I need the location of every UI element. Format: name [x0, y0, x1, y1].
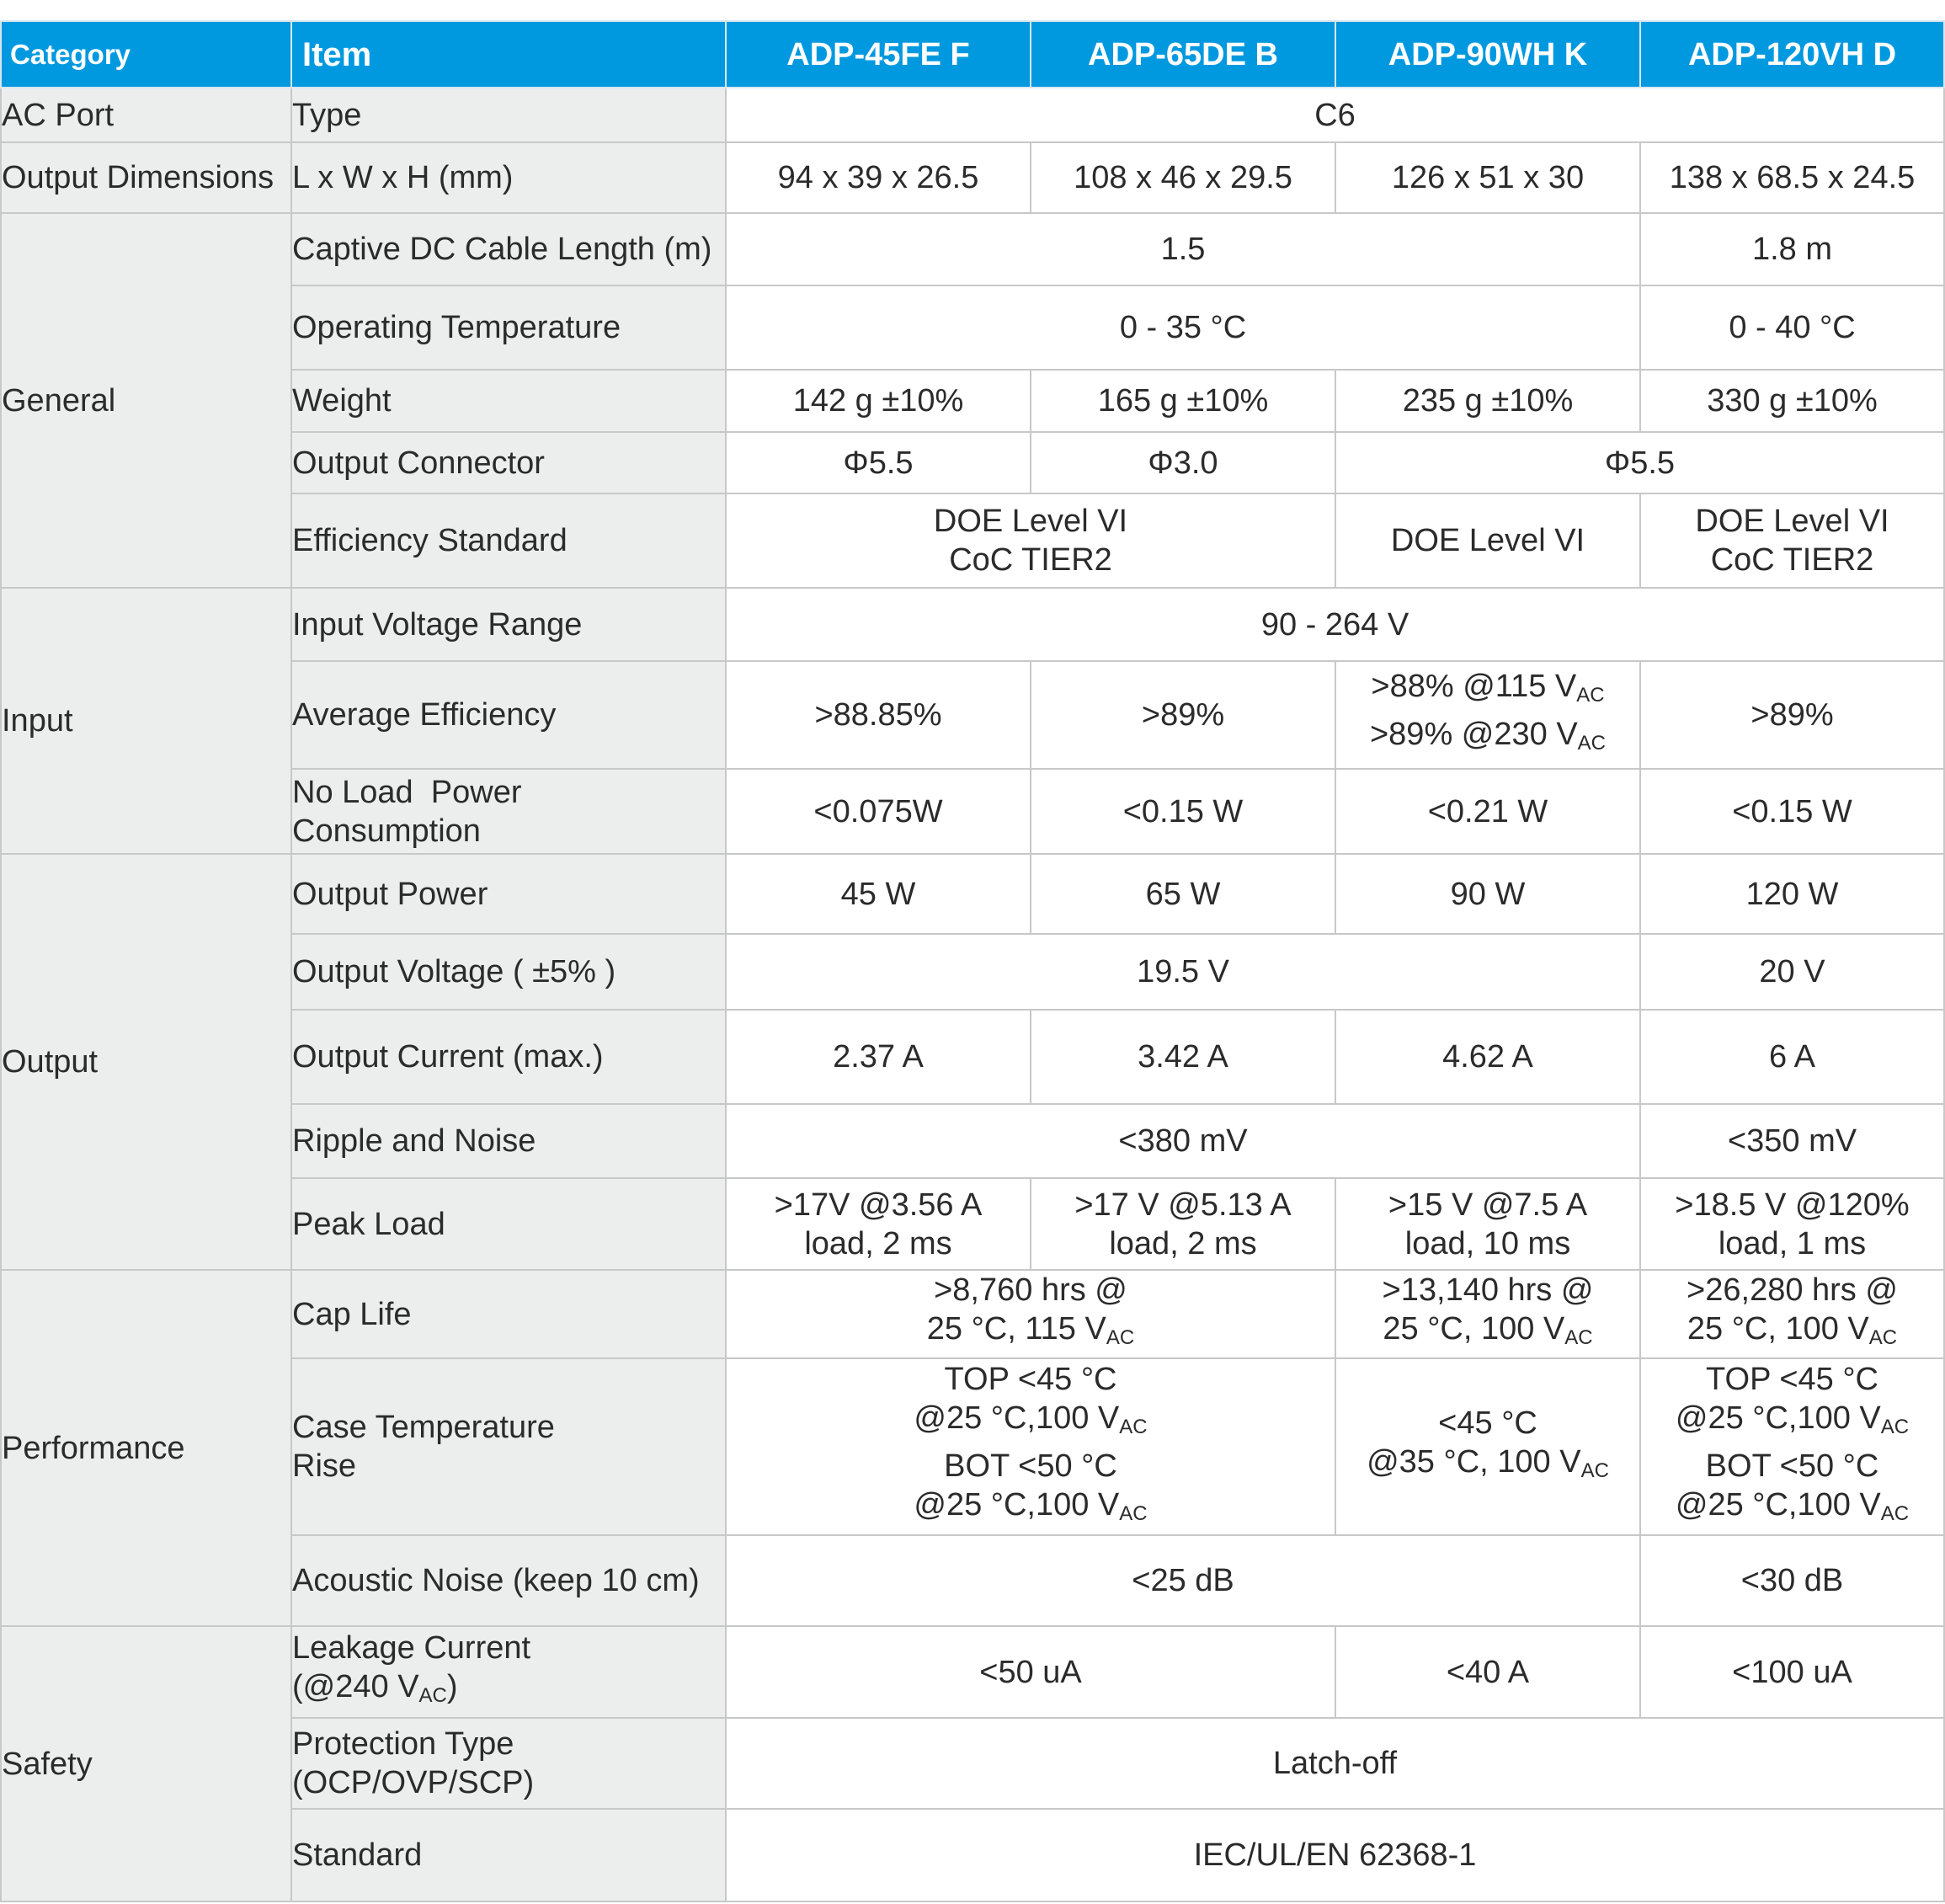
value-cell: 1.8 m [1640, 213, 1944, 285]
spec-table-container [0, 20, 1945, 1904]
category-cell: Performance [1, 1270, 291, 1626]
item-cell: Standard [291, 1809, 726, 1901]
item-line: (OCP/OVP/SCP) [292, 1765, 535, 1800]
value-line: >8,760 hrs @ [934, 1272, 1127, 1308]
item-cell: Cap Life [291, 1270, 726, 1358]
value-cell: 20 V [1640, 934, 1944, 1010]
value-line: DOE Level VI [1695, 504, 1889, 539]
item-cell [291, 1718, 726, 1809]
item-line: No Load Power [292, 774, 522, 810]
value-cell: >88.85% [726, 661, 1031, 769]
value-cell: 90 W [1335, 854, 1640, 934]
value-line: >17 V @5.13 A [1074, 1187, 1292, 1223]
value-line: >15 V @7.5 A [1388, 1187, 1588, 1223]
category-cell: General [1, 213, 291, 588]
value-cell: Latch-off [726, 1718, 1944, 1809]
value-cell: <30 dB [1640, 1535, 1944, 1626]
value-line: TOP <45 °C [1706, 1362, 1878, 1397]
table-row [1, 1270, 1944, 1358]
item-cell: Output Voltage ( ±5% ) [291, 934, 726, 1010]
value-line: CoC TIER2 [1710, 542, 1874, 578]
value-cell [726, 1178, 1031, 1270]
value-cell: 108 x 46 x 29.5 [1031, 142, 1335, 213]
table-row [1, 370, 1944, 432]
value-cell [1335, 661, 1640, 769]
header-model-4: ADP-120VH D [1640, 21, 1944, 88]
value-cell: <50 uA [726, 1626, 1335, 1718]
table-row [1, 285, 1944, 370]
item-cell: Output Power [291, 854, 726, 934]
category-cell: AC Port [1, 88, 291, 142]
value-cell [1640, 1178, 1944, 1270]
value-cell: 1.5 [726, 213, 1640, 285]
value-cell: 235 g ±10% [1335, 370, 1640, 432]
header-row [1, 21, 1944, 88]
header-model-3: ADP-90WH K [1335, 21, 1640, 88]
value-cell: 138 x 68.5 x 24.5 [1640, 142, 1944, 213]
value-line: BOT <50 °C [944, 1448, 1117, 1484]
value-cell: 6 A [1640, 1010, 1944, 1104]
value-cell: 142 g ±10% [726, 370, 1031, 432]
value-cell: IEC/UL/EN 62368-1 [726, 1809, 1944, 1901]
value-cell [1335, 1270, 1640, 1358]
value-cell [1640, 1270, 1944, 1358]
value-cell: 3.42 A [1031, 1010, 1335, 1104]
value-line: TOP <45 °C [944, 1362, 1117, 1397]
value-cell: <0.075W [726, 769, 1031, 854]
value-cell: 0 - 35 °C [726, 285, 1640, 370]
item-line: Protection Type [292, 1726, 514, 1762]
value-cell: Φ5.5 [726, 432, 1031, 493]
table-row [1, 1178, 1944, 1270]
value-cell: <0.15 W [1640, 769, 1944, 854]
item-cell: Input Voltage Range [291, 588, 726, 661]
header-model-2: ADP-65DE B [1031, 21, 1335, 88]
item-cell [291, 1358, 726, 1535]
item-cell: Output Connector [291, 432, 726, 493]
value-cell: DOE Level VI [1335, 493, 1640, 588]
value-cell: 45 W [726, 854, 1031, 934]
table-row [1, 1010, 1944, 1104]
category-cell: Output [1, 854, 291, 1270]
value-cell [1335, 1358, 1640, 1535]
table-row [1, 1535, 1944, 1626]
value-cell: <100 uA [1640, 1626, 1944, 1718]
item-cell: Output Current (max.) [291, 1010, 726, 1104]
table-row [1, 493, 1944, 588]
table-row [1, 88, 1944, 142]
item-cell: Ripple and Noise [291, 1104, 726, 1178]
table-row [1, 432, 1944, 493]
item-cell: Average Efficiency [291, 661, 726, 769]
value-line: load, 10 ms [1404, 1225, 1571, 1261]
value-cell: Φ5.5 [1335, 432, 1944, 493]
value-line: @25 °C,100 $V_{AC}$ [914, 1400, 1148, 1438]
value-cell: <0.15 W [1031, 769, 1335, 854]
item-line: Leakage Current [292, 1630, 531, 1666]
value-cell: <350 mV [1640, 1104, 1944, 1178]
item-cell [291, 1626, 726, 1718]
category-cell: Safety [1, 1626, 291, 1901]
table-row [1, 934, 1944, 1010]
item-line: (@240 $V_{AC}$) [292, 1669, 458, 1707]
value-line: DOE Level VI [933, 504, 1128, 539]
value-line: >89% @230 $V_{AC}$ [1369, 717, 1607, 755]
value-cell: 120 W [1640, 854, 1944, 934]
value-line: >13,140 hrs @ [1382, 1272, 1594, 1308]
item-cell: Peak Load [291, 1178, 726, 1270]
value-cell: <0.21 W [1335, 769, 1640, 854]
value-cell [1031, 1178, 1335, 1270]
item-cell: Acoustic Noise (keep 10 cm) [291, 1535, 726, 1626]
table-row [1, 142, 1944, 213]
item-line: Case Temperature [292, 1410, 555, 1445]
header-model-1: ADP-45FE F [726, 21, 1031, 88]
table-row [1, 1104, 1944, 1178]
value-cell [726, 1358, 1335, 1535]
value-cell: 2.37 A [726, 1010, 1031, 1104]
value-line: @25 °C,100 $V_{AC}$ [914, 1487, 1148, 1525]
table-row [1, 661, 1944, 769]
value-cell: <25 dB [726, 1535, 1640, 1626]
value-cell: 126 x 51 x 30 [1335, 142, 1640, 213]
value-line: 25 °C, 100 $V_{AC}$ [1383, 1311, 1593, 1349]
item-line: Rise [292, 1448, 357, 1484]
value-line: >17V @3.56 A [774, 1187, 983, 1223]
value-line: CoC TIER2 [949, 542, 1112, 578]
header-item: Item [291, 21, 726, 88]
item-cell: Type [291, 88, 726, 142]
value-cell: 94 x 39 x 26.5 [726, 142, 1031, 213]
item-cell [291, 769, 726, 854]
item-cell: L x W x H (mm) [291, 142, 726, 213]
value-cell: 90 - 264 V [726, 588, 1944, 661]
item-cell: Operating Temperature [291, 285, 726, 370]
value-line: @25 °C,100 $V_{AC}$ [1675, 1487, 1910, 1525]
value-cell: 0 - 40 °C [1640, 285, 1944, 370]
value-cell [1640, 493, 1944, 588]
value-cell: 4.62 A [1335, 1010, 1640, 1104]
value-cell: 330 g ±10% [1640, 370, 1944, 432]
value-cell: 65 W [1031, 854, 1335, 934]
value-line: load, 2 ms [804, 1225, 952, 1261]
item-cell: Weight [291, 370, 726, 432]
value-cell: <40 A [1335, 1626, 1640, 1718]
value-line: load, 1 ms [1718, 1225, 1867, 1261]
value-cell: 19.5 V [726, 934, 1640, 1010]
value-line: >88% @115 $V_{AC}$ [1371, 669, 1605, 707]
value-line: <45 °C [1438, 1405, 1537, 1441]
value-line: @25 °C,100 $V_{AC}$ [1675, 1400, 1910, 1438]
header-category: Category [1, 21, 291, 88]
value-line: load, 2 ms [1109, 1225, 1257, 1261]
value-cell: >89% [1031, 661, 1335, 769]
table-row [1, 1718, 1944, 1809]
category-cell: Output Dimensions [1, 142, 291, 213]
spec-table [0, 20, 1945, 1902]
value-line: 25 °C, 100 $V_{AC}$ [1687, 1311, 1898, 1349]
item-cell: Efficiency Standard [291, 493, 726, 588]
table-row [1, 1358, 1944, 1535]
table-row [1, 1626, 1944, 1718]
table-row [1, 854, 1944, 934]
value-line: @35 °C, 100 $V_{AC}$ [1367, 1443, 1609, 1482]
item-cell: Captive DC Cable Length (m) [291, 213, 726, 285]
value-cell: 165 g ±10% [1031, 370, 1335, 432]
value-line: 25 °C, 115 $V_{AC}$ [926, 1311, 1135, 1349]
value-cell: C6 [726, 88, 1944, 142]
table-row [1, 769, 1944, 854]
value-cell [726, 493, 1335, 588]
value-cell [726, 1270, 1335, 1358]
category-cell: Input [1, 588, 291, 854]
value-cell: >89% [1640, 661, 1944, 769]
value-cell: Φ3.0 [1031, 432, 1335, 493]
value-line: >18.5 V @120% [1675, 1187, 1910, 1223]
value-line: >26,280 hrs @ [1687, 1272, 1898, 1308]
value-cell [1335, 1178, 1640, 1270]
table-row [1, 213, 1944, 285]
value-cell [1640, 1358, 1944, 1535]
table-row [1, 1809, 1944, 1901]
table-row [1, 588, 1944, 661]
item-line: Consumption [292, 813, 481, 849]
value-line: BOT <50 °C [1705, 1448, 1879, 1484]
value-cell: <380 mV [726, 1104, 1640, 1178]
